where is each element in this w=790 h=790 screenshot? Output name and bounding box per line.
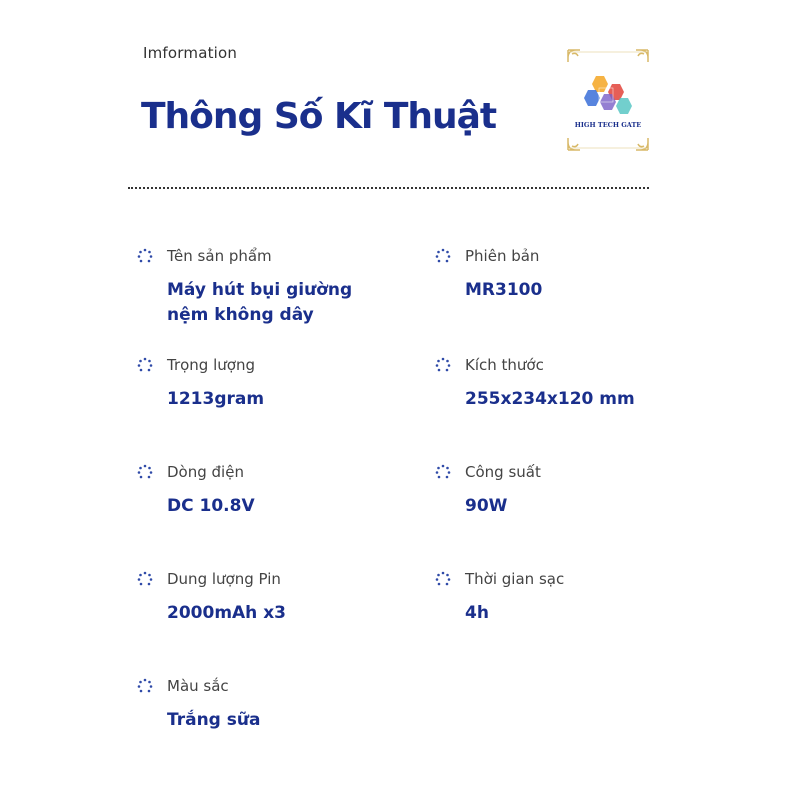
dots-bullet-icon: [137, 571, 153, 587]
eyebrow-text: Imformation: [143, 44, 238, 62]
dots-bullet-icon: [435, 357, 451, 373]
spec-value: 4h: [465, 603, 489, 623]
spec-label: Thời gian sạc: [465, 570, 565, 588]
spec-item: [435, 246, 695, 303]
spec-item: [137, 569, 397, 626]
spec-label: Dung lượng Pin: [167, 570, 281, 588]
dotted-divider: [128, 187, 649, 189]
spec-label: Trọng lượng: [167, 356, 255, 374]
spec-value: Trắng sữa: [167, 710, 261, 730]
spec-item: [435, 569, 695, 626]
spec-item: [435, 462, 695, 519]
spec-item: [137, 246, 397, 328]
dots-bullet-icon: [137, 248, 153, 264]
dots-bullet-icon: [435, 248, 451, 264]
dots-bullet-icon: [137, 357, 153, 373]
spec-label: Công suất: [465, 463, 541, 481]
spec-item: [137, 462, 397, 519]
spec-label-row: [137, 569, 397, 589]
spec-label-row: [435, 355, 695, 375]
dots-bullet-icon: [435, 571, 451, 587]
spec-label: Tên sản phẩm: [167, 247, 272, 265]
spec-label-row: [137, 676, 397, 696]
spec-item: [435, 355, 695, 412]
spec-label: Phiên bản: [465, 247, 540, 265]
spec-label: Kích thước: [465, 356, 544, 374]
spec-label: Dòng điện: [167, 463, 244, 481]
spec-label-row: [435, 462, 695, 482]
spec-label-row: [435, 569, 695, 589]
spec-value: 2000mAh x3: [167, 603, 286, 623]
brand-logo: [566, 48, 650, 152]
spec-label-row: [435, 246, 695, 266]
dots-bullet-icon: [137, 678, 153, 694]
page-title: Thông Số Kĩ Thuật: [141, 96, 497, 137]
logo-graphic: [566, 48, 650, 152]
spec-label-row: [137, 246, 397, 266]
spec-value: MR3100: [465, 280, 543, 300]
spec-value: 90W: [465, 496, 508, 516]
spec-item: [137, 676, 397, 733]
spec-value: Máy hút bụi giường nệm không dây: [167, 280, 353, 325]
dots-bullet-icon: [435, 464, 451, 480]
svg-text:HIGH TECH GATE: HIGH TECH GATE: [574, 121, 642, 129]
spec-label-row: [137, 355, 397, 375]
dots-bullet-icon: [137, 464, 153, 480]
spec-value: DC 10.8V: [167, 496, 255, 516]
spec-label-row: [137, 462, 397, 482]
spec-item: [137, 355, 397, 412]
spec-value: 255x234x120 mm: [465, 389, 635, 409]
spec-value: 1213gram: [167, 389, 265, 409]
spec-label: Màu sắc: [167, 677, 229, 695]
